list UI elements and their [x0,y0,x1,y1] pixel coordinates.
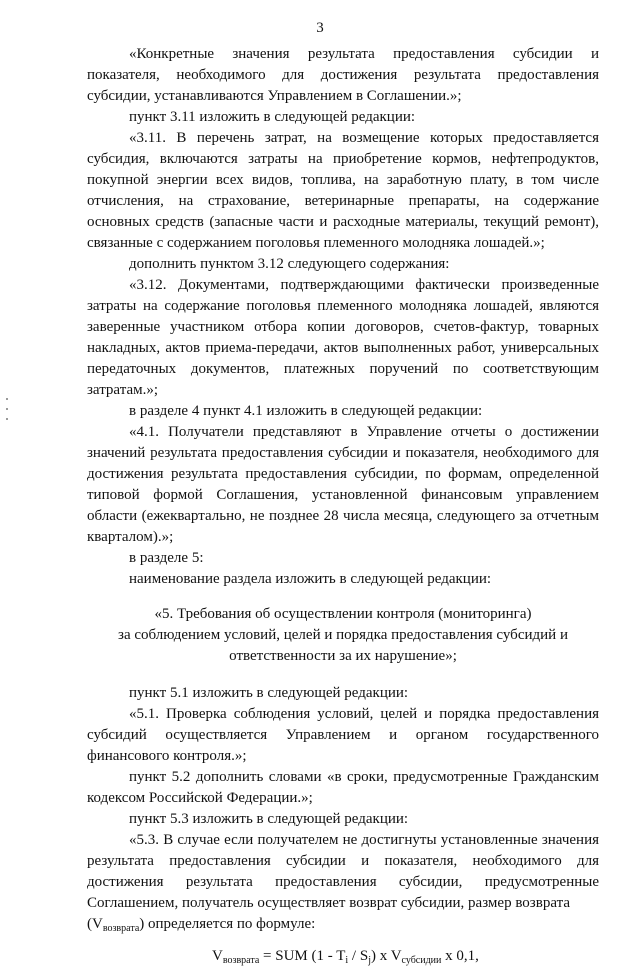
margin-mark [6,398,8,400]
paragraph: в разделе 4 пункт 4.1 изложить в следующей редакции: [129,403,483,419]
paragraph: «4.1. Получатели представляют в Управление отчеты о достижении значений результата предоставления субсидии и показателя, необходимого для достижения результата предоставления субсидии, по формам, определенной типовой формой Соглашения, установленной финансовым управлением области (ежеквартально, не позднее 28 числа месяца, следующего за отчетным кварталом).»; [87,424,599,545]
page-number: 3 [316,20,324,36]
paragraph: пункт 3.11 изложить в следующей редакции: [129,109,416,125]
section-heading-line: ответственности за их нарушение»; [229,648,457,664]
paragraph: «Конкретные значения результата предоставления субсидии и показателя, необходимого для достижения результата предоставления субсидии, устанавливаются Управлением в Соглашении.»; [87,46,599,104]
refund-formula: $V_{возврата}$ = SUM $(1 - T_i / S_j)$ x $V_{субсидии}$ x 0,1, [212,948,479,966]
section-heading [87,604,599,667]
document-body [87,44,599,967]
section-heading-line: «5. Требования об осуществлении контроля (мониторинга) [154,606,532,622]
refund-formula-intro: $(V_{возврата})$ определяется по формуле: [87,916,316,934]
margin-mark [6,408,8,410]
paragraph: в разделе 5: [129,550,204,566]
margin-mark [6,418,8,420]
paragraph: «5.3. В случае если получателем не достигнуты установленные значения результата предоставления субсидии и показателя, необходимого для достижения результата предоставления субсидии, предусмотренные Соглашением, получатель осуществляет возврат субсидии, размер возврата [87,832,599,911]
paragraph: «3.12. Документами, подтверждающими фактически произведенные затраты на содержание поголовья племенного молодняка лошадей, являются заверенные участником отбора копии договоров, счетов-фактур, товарных накладных, актов приема-передачи, актов выполненных работ, универсальных передаточных документов, платежных поручений по соответствующим затратам.»; [87,277,599,398]
paragraph: «3.11. В перечень затрат, на возмещение которых предоставляется субсидия, включаются затраты на приобретение кормов, нефтепродуктов, покупной энергии всех видов, топлива, на заработную плату, в том числе отчисления, на страхование, ветеринарные препараты, на содержание основных средств (запасные части и расходные материалы, текущий ремонт), связанные с содержанием поголовья племенного молодняка лошадей.»; [87,130,599,251]
paragraph: пункт 5.1 изложить в следующей редакции: [129,685,409,701]
paragraph: пункт 5.3 изложить в следующей редакции: [129,811,409,827]
paragraph: дополнить пунктом 3.12 следующего содержания: [129,256,450,272]
paragraph: «5.1. Проверка соблюдения условий, целей и порядка предоставления субсидий осуществляется Управлением и органом государственного финансового контроля.»; [87,706,599,764]
paragraph: пункт 5.2 дополнить словами «в сроки, предусмотренные Гражданским кодексом Российской Федерации.»; [87,769,599,806]
paragraph: наименование раздела изложить в следующей редакции: [129,571,492,587]
section-heading-line: за соблюдением условий, целей и порядка предоставления субсидий и [118,627,568,643]
